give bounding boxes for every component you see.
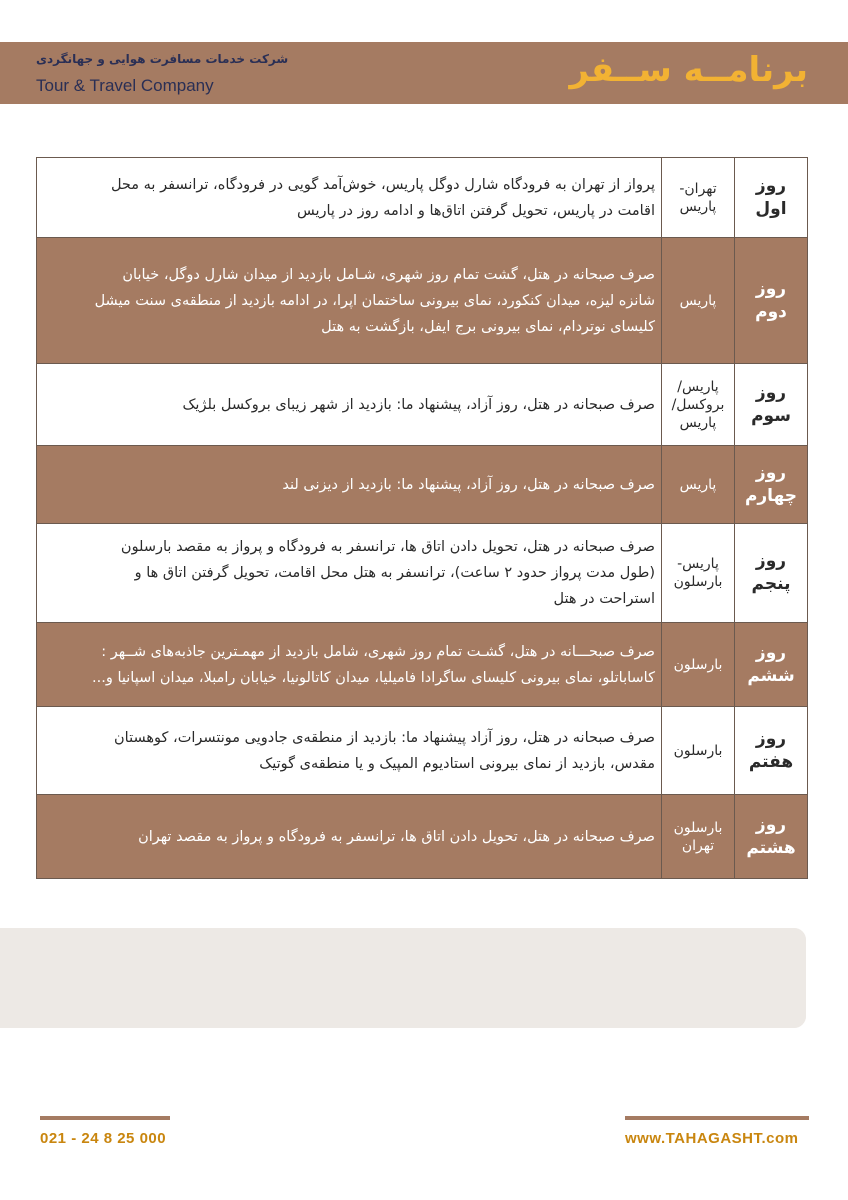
day-label-line: هفتم [748,751,794,772]
city-label-line: بروکسل/ [671,396,725,413]
day-description [37,707,662,795]
day-description [37,238,662,364]
day-description-line: صرف صبحانه در هتل، تحویل دادن اتاق ها، ترانسفر به فرودگاه و پرواز به مقصد بارسلون [120,539,655,555]
itinerary-row [37,524,808,623]
city-label [662,446,735,524]
day-label [735,795,808,879]
city-label-line: پاریس [679,476,717,493]
day-label-line: روز [755,814,787,835]
day-label-line: روز [755,462,787,483]
day-label-line: هشتم [746,837,796,858]
city-label [662,623,735,707]
day-label-line: روز [755,728,787,749]
city-label [662,707,735,795]
city-label [662,238,735,364]
city-label-line: بارسلون [673,742,723,759]
day-description-line: صرف صبحانه در هتل، گشت تمام روز شهری، شـامل بازدید از میدان شارل دوگل، خیابان [122,266,655,283]
day-label [735,158,808,238]
day-label-line: سوم [751,405,791,426]
city-label-line: پاریس/ [677,378,719,395]
itinerary-table [36,157,808,879]
day-description-line: استراحت در هتل [553,591,655,607]
city-label-line: تهران [681,837,715,854]
day-label [735,524,808,623]
day-label-line: روز [755,642,787,663]
day-description [37,623,662,707]
day-label-line: پنجم [751,574,791,594]
day-label [735,623,808,707]
footer-phone: 021 - 24 8 25 000 [40,1130,167,1147]
itinerary-row [37,446,808,524]
itinerary-row [37,238,808,364]
city-label-line: بارسلون [673,574,723,590]
city-label [662,795,735,879]
day-description-line: کاساباتلو، نمای بیرونی کلیسای ساگرادا فامیلیا، میدان کاتالونیا، خیابان رامبلا، میدان اسپانیا و... [92,669,655,686]
city-label-line: بارسلون [673,656,723,673]
notes-side-tab [0,928,806,1028]
day-label [735,238,808,364]
city-label [662,524,735,623]
city-label-line: پاریس [679,198,717,215]
itinerary-row [37,364,808,446]
city-label-line: بارسلون [673,819,723,836]
day-description-line: صرف صبحانه در هتل، روز آزاد، پیشنهاد ما: بازدید از دیزنی لند [282,476,655,493]
itinerary-row [37,795,808,879]
day-description [37,446,662,524]
day-description-line: اقامت در پاریس، تحویل گرفتن اتاق‌ها و ادامه روز در پاریس [296,202,655,219]
city-label [662,364,735,446]
day-label-line: روز [755,278,787,299]
day-description [37,795,662,879]
company-name-persian: شرکت خدمات مسافرت هوایی و جهانگردی [36,52,289,66]
day-description-line: پرواز از تهران به فرودگاه شارل دوگل پاریس، خوش‌آمد گویی در فرودگاه، ترانسفر به محل [110,176,655,193]
day-label-line: چهارم [744,485,798,506]
day-description-line: شانزه لیزه، میدان کنکورد، نمای بیرونی ساختمان اپرا، در ادامه بازدید از منطقه‌ی سنت میشل [94,292,655,309]
day-label-line: روز [755,551,787,571]
day-label [735,707,808,795]
day-description-line: صرف صبحـــانه در هتل، گشـت تمام روز شهری، شامل بازدید از مهمـترین جاذبه‌های شــهر : [101,643,655,660]
day-label-line: روز [755,175,787,196]
page-title: برنامــه ســفر [569,50,808,90]
footer-website: www.TAHAGASHT.com [625,1130,799,1147]
city-label-line: تهران- [679,180,717,197]
city-label-line: پاریس [679,414,717,431]
city-label [662,158,735,238]
day-description-line: مقدس، بازدید از نمای بیرونی استادیوم المپیک و یا منطقه‌ی گوتیک [259,755,655,772]
day-label-line: اول [755,198,787,219]
day-description-line: صرف صبحانه در هتل، روز آزاد پیشنهاد ما: بازدید از منطقه‌ی جادویی مونتسرات، کوهستان [114,729,655,746]
day-label [735,446,808,524]
footer-divider-left [40,1116,170,1120]
day-description [37,158,662,238]
itinerary-row [37,707,808,795]
day-label [735,364,808,446]
city-label-line: پاریس [679,292,717,309]
itinerary-row [37,158,808,238]
day-label-line: روز [755,382,787,403]
day-description-line: صرف صبحانه در هتل، تحویل دادن اتاق ها، ترانسفر به فرودگاه و پرواز به مقصد تهران [138,828,655,845]
day-description-line: (طول مدت پرواز حدود ۲ ساعت)، ترانسفر به هتل محل اقامت، تحویل گرفتن اتاق ها و [134,565,655,581]
itinerary-row [37,623,808,707]
day-description [37,524,662,623]
footer-divider-right [625,1116,809,1120]
day-label-line: ششم [747,665,795,686]
day-label-line: دوم [755,301,787,322]
day-description [37,364,662,446]
day-description-line: کلیسای نوتردام، نمای بیرونی برج ایفل، بازگشت به هتل [321,318,655,335]
city-label-line: پاریس- [677,556,719,572]
day-description-line: صرف صبحانه در هتل، روز آزاد، پیشنهاد ما: بازدید از شهر زیبای بروکسل بلژیک [182,396,655,413]
company-name-english: Tour & Travel Company [36,76,214,95]
header-bar [0,42,848,104]
